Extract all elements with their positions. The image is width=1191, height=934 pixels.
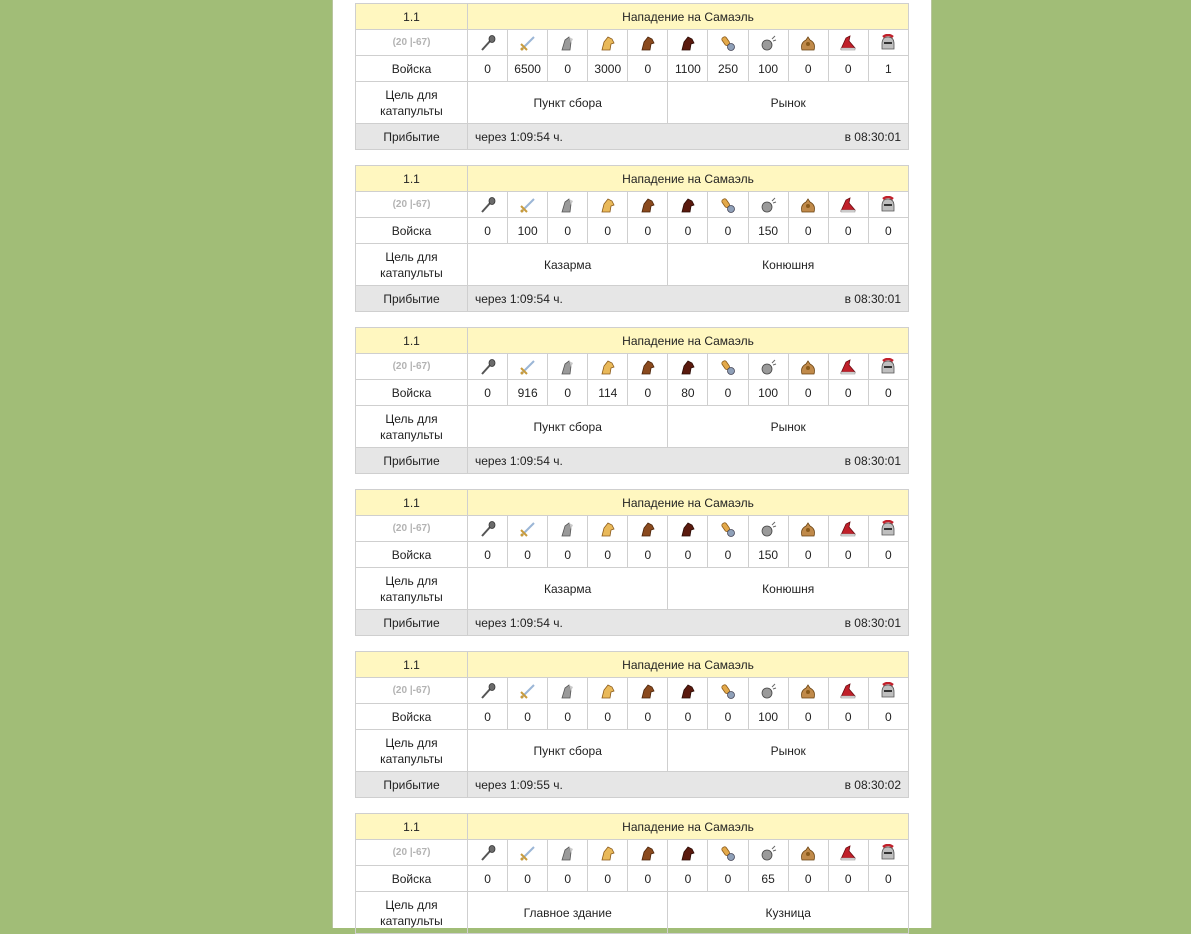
spear-icon bbox=[518, 521, 538, 535]
unit-icon-cell bbox=[868, 840, 908, 866]
attack-header-row bbox=[356, 166, 909, 192]
coordinates: (20 |-67) bbox=[356, 354, 468, 380]
troop-count: 0 bbox=[788, 704, 828, 730]
troop-count: 0 bbox=[548, 866, 588, 892]
settler-icon bbox=[838, 683, 858, 697]
spear-icon bbox=[518, 359, 538, 373]
attack-header-row bbox=[356, 652, 909, 678]
attack-table bbox=[355, 3, 909, 150]
troop-count: 0 bbox=[468, 380, 508, 406]
ram-icon bbox=[718, 683, 738, 697]
ram-icon bbox=[718, 845, 738, 859]
unit-icons-row bbox=[356, 192, 909, 218]
troop-count: 100 bbox=[748, 56, 788, 82]
catapult-icon bbox=[758, 683, 778, 697]
arrival-info bbox=[468, 610, 909, 636]
catapult-target-2: Конюшня bbox=[668, 568, 909, 610]
catapult-target-1: Казарма bbox=[468, 244, 668, 286]
unit-icon-cell bbox=[708, 354, 748, 380]
attack-table bbox=[355, 327, 909, 474]
attack-title-link[interactable]: Нападение на Самаэль bbox=[468, 490, 909, 516]
troop-count: 0 bbox=[868, 380, 908, 406]
unit-icon-cell bbox=[868, 678, 908, 704]
unit-icon-cell bbox=[468, 192, 508, 218]
village-link[interactable]: 1.1 bbox=[356, 328, 468, 354]
unit-icon-cell bbox=[668, 516, 708, 542]
attack-title-link[interactable]: Нападение на Самаэль bbox=[468, 328, 909, 354]
unit-icons-row bbox=[356, 354, 909, 380]
chief-icon bbox=[798, 683, 818, 697]
unit-icon-cell bbox=[868, 192, 908, 218]
troop-count: 0 bbox=[468, 542, 508, 568]
heavy-horse-icon bbox=[678, 521, 698, 535]
troop-count: 150 bbox=[748, 542, 788, 568]
troop-count: 0 bbox=[468, 218, 508, 244]
unit-icon-cell bbox=[668, 354, 708, 380]
unit-icon-cell bbox=[708, 516, 748, 542]
scout-horse-icon bbox=[598, 359, 618, 373]
troop-count: 100 bbox=[748, 704, 788, 730]
scout-horse-icon bbox=[598, 845, 618, 859]
unit-icon-cell bbox=[588, 30, 628, 56]
attack-table bbox=[355, 813, 909, 934]
unit-icon-cell bbox=[788, 354, 828, 380]
unit-icon-cell bbox=[468, 354, 508, 380]
catapult-target-1: Казарма bbox=[468, 568, 668, 610]
catapult-target-label: Цель для катапульты bbox=[356, 892, 468, 934]
troop-count: 0 bbox=[788, 380, 828, 406]
catapult-target-2: Рынок bbox=[668, 406, 909, 448]
troop-count: 0 bbox=[548, 704, 588, 730]
troop-count: 0 bbox=[468, 56, 508, 82]
unit-icon-cell bbox=[628, 192, 668, 218]
unit-icons-row bbox=[356, 840, 909, 866]
troop-count: 1100 bbox=[668, 56, 708, 82]
troop-count: 0 bbox=[668, 542, 708, 568]
unit-icon-cell bbox=[748, 516, 788, 542]
catapult-target-label: Цель для катапульты bbox=[356, 568, 468, 610]
troop-count: 0 bbox=[588, 218, 628, 244]
troop-count: 114 bbox=[588, 380, 628, 406]
troops-row bbox=[356, 704, 909, 730]
troop-count: 6500 bbox=[508, 56, 548, 82]
troop-count: 0 bbox=[788, 56, 828, 82]
ram-icon bbox=[718, 35, 738, 49]
club-icon bbox=[478, 521, 498, 535]
attack-title-link[interactable]: Нападение на Самаэль bbox=[468, 814, 909, 840]
settler-icon bbox=[838, 521, 858, 535]
troop-count: 250 bbox=[708, 56, 748, 82]
troop-count: 0 bbox=[548, 56, 588, 82]
hero-icon bbox=[878, 197, 898, 211]
troop-count: 0 bbox=[708, 380, 748, 406]
catapult-target-2: Рынок bbox=[668, 82, 909, 124]
attack-header-row bbox=[356, 328, 909, 354]
troop-count: 0 bbox=[708, 866, 748, 892]
arrival-row bbox=[356, 610, 909, 636]
heavy-horse-icon bbox=[678, 197, 698, 211]
unit-icon-cell bbox=[668, 840, 708, 866]
arrival-row bbox=[356, 448, 909, 474]
scout-horse-icon bbox=[598, 197, 618, 211]
troop-count: 0 bbox=[588, 866, 628, 892]
settler-icon bbox=[838, 35, 858, 49]
troop-count: 0 bbox=[628, 866, 668, 892]
hero-icon bbox=[878, 35, 898, 49]
unit-icon-cell bbox=[668, 192, 708, 218]
troop-count: 0 bbox=[828, 56, 868, 82]
unit-icon-cell bbox=[508, 192, 548, 218]
heavy-horse-icon bbox=[678, 845, 698, 859]
troop-count: 0 bbox=[708, 704, 748, 730]
catapult-icon bbox=[758, 845, 778, 859]
club-icon bbox=[478, 197, 498, 211]
spear-icon bbox=[518, 683, 538, 697]
troop-count: 0 bbox=[828, 542, 868, 568]
unit-icon-cell bbox=[868, 354, 908, 380]
arrival-info bbox=[468, 448, 909, 474]
arrival-countdown: через 1:09:54 ч. bbox=[475, 615, 563, 630]
troop-count: 0 bbox=[668, 704, 708, 730]
troop-count: 1 bbox=[868, 56, 908, 82]
hero-icon bbox=[878, 521, 898, 535]
arrival-countdown: через 1:09:54 ч. bbox=[475, 291, 563, 306]
scout-horse-icon bbox=[598, 35, 618, 49]
catapult-target-row bbox=[356, 730, 909, 772]
troop-count: 0 bbox=[628, 218, 668, 244]
unit-icon-cell bbox=[508, 354, 548, 380]
coordinates: (20 |-67) bbox=[356, 516, 468, 542]
catapult-icon bbox=[758, 359, 778, 373]
unit-icon-cell bbox=[468, 678, 508, 704]
unit-icon-cell bbox=[868, 30, 908, 56]
troop-count: 0 bbox=[628, 380, 668, 406]
unit-icon-cell bbox=[588, 354, 628, 380]
troops-label: Войска bbox=[356, 56, 468, 82]
unit-icon-cell bbox=[508, 516, 548, 542]
troop-count: 0 bbox=[788, 218, 828, 244]
troops-row bbox=[356, 380, 909, 406]
catapult-target-row bbox=[356, 892, 909, 934]
axe-icon bbox=[558, 359, 578, 373]
troop-count: 65 bbox=[748, 866, 788, 892]
attack-table bbox=[355, 651, 909, 798]
unit-icon-cell bbox=[588, 192, 628, 218]
troop-count: 0 bbox=[868, 218, 908, 244]
troop-count: 0 bbox=[828, 704, 868, 730]
catapult-target-row bbox=[356, 244, 909, 286]
troop-count: 100 bbox=[748, 380, 788, 406]
troop-count: 0 bbox=[868, 866, 908, 892]
knight-horse-icon bbox=[638, 845, 658, 859]
unit-icon-cell bbox=[708, 192, 748, 218]
ram-icon bbox=[718, 521, 738, 535]
village-link[interactable]: 1.1 bbox=[356, 490, 468, 516]
axe-icon bbox=[558, 845, 578, 859]
troop-count: 0 bbox=[828, 866, 868, 892]
catapult-target-2: Конюшня bbox=[668, 244, 909, 286]
unit-icon-cell bbox=[628, 30, 668, 56]
unit-icon-cell bbox=[748, 354, 788, 380]
arrival-row bbox=[356, 772, 909, 798]
axe-icon bbox=[558, 521, 578, 535]
chief-icon bbox=[798, 197, 818, 211]
troop-count: 0 bbox=[628, 704, 668, 730]
troop-count: 0 bbox=[708, 542, 748, 568]
arrival-label: Прибытие bbox=[356, 772, 468, 798]
unit-icon-cell bbox=[588, 678, 628, 704]
spear-icon bbox=[518, 35, 538, 49]
axe-icon bbox=[558, 35, 578, 49]
settler-icon bbox=[838, 197, 858, 211]
unit-icon-cell bbox=[668, 678, 708, 704]
club-icon bbox=[478, 359, 498, 373]
unit-icon-cell bbox=[788, 30, 828, 56]
club-icon bbox=[478, 35, 498, 49]
arrival-time: в 08:30:01 bbox=[844, 129, 901, 144]
unit-icon-cell bbox=[588, 516, 628, 542]
arrival-row bbox=[356, 286, 909, 312]
unit-icon-cell bbox=[828, 516, 868, 542]
knight-horse-icon bbox=[638, 197, 658, 211]
unit-icon-cell bbox=[748, 192, 788, 218]
unit-icon-cell bbox=[468, 30, 508, 56]
troop-count: 0 bbox=[548, 218, 588, 244]
catapult-target-label: Цель для катапульты bbox=[356, 730, 468, 772]
troops-label: Войска bbox=[356, 542, 468, 568]
arrival-time: в 08:30:01 bbox=[844, 453, 901, 468]
troop-count: 0 bbox=[668, 218, 708, 244]
heavy-horse-icon bbox=[678, 359, 698, 373]
chief-icon bbox=[798, 845, 818, 859]
unit-icon-cell bbox=[508, 678, 548, 704]
catapult-target-1: Пункт сбора bbox=[468, 406, 668, 448]
troops-row bbox=[356, 866, 909, 892]
hero-icon bbox=[878, 845, 898, 859]
catapult-target-label: Цель для катапульты bbox=[356, 406, 468, 448]
village-link[interactable]: 1.1 bbox=[356, 166, 468, 192]
unit-icon-cell bbox=[828, 30, 868, 56]
club-icon bbox=[478, 683, 498, 697]
unit-icons-row bbox=[356, 30, 909, 56]
troop-count: 0 bbox=[508, 542, 548, 568]
unit-icon-cell bbox=[468, 840, 508, 866]
troop-count: 0 bbox=[828, 218, 868, 244]
attack-title-link[interactable]: Нападение на Самаэль bbox=[468, 166, 909, 192]
arrival-label: Прибытие bbox=[356, 286, 468, 312]
unit-icon-cell bbox=[628, 840, 668, 866]
arrival-row bbox=[356, 124, 909, 150]
settler-icon bbox=[838, 845, 858, 859]
troops-row bbox=[356, 56, 909, 82]
troop-count: 150 bbox=[748, 218, 788, 244]
attack-table bbox=[355, 165, 909, 312]
ram-icon bbox=[718, 197, 738, 211]
unit-icon-cell bbox=[628, 516, 668, 542]
troops-label: Войска bbox=[356, 380, 468, 406]
unit-icon-cell bbox=[548, 192, 588, 218]
heavy-horse-icon bbox=[678, 35, 698, 49]
unit-icon-cell bbox=[548, 516, 588, 542]
axe-icon bbox=[558, 197, 578, 211]
content-page bbox=[332, 0, 932, 928]
unit-icon-cell bbox=[788, 840, 828, 866]
coordinates: (20 |-67) bbox=[356, 678, 468, 704]
unit-icon-cell bbox=[548, 678, 588, 704]
troop-count: 0 bbox=[508, 704, 548, 730]
troop-count: 0 bbox=[628, 542, 668, 568]
troop-count: 0 bbox=[628, 56, 668, 82]
troop-count: 0 bbox=[548, 542, 588, 568]
unit-icon-cell bbox=[628, 354, 668, 380]
coordinates: (20 |-67) bbox=[356, 192, 468, 218]
catapult-icon bbox=[758, 197, 778, 211]
catapult-target-2: Кузница bbox=[668, 892, 909, 934]
troop-count: 0 bbox=[708, 218, 748, 244]
unit-icon-cell bbox=[748, 678, 788, 704]
unit-icon-cell bbox=[828, 192, 868, 218]
troops-label: Войска bbox=[356, 866, 468, 892]
arrival-info bbox=[468, 772, 909, 798]
unit-icon-cell bbox=[708, 678, 748, 704]
arrival-countdown: через 1:09:55 ч. bbox=[475, 777, 563, 792]
unit-icon-cell bbox=[788, 678, 828, 704]
attack-header-row bbox=[356, 814, 909, 840]
troop-count: 0 bbox=[588, 704, 628, 730]
arrival-countdown: через 1:09:54 ч. bbox=[475, 129, 563, 144]
arrival-time: в 08:30:01 bbox=[844, 615, 901, 630]
scout-horse-icon bbox=[598, 521, 618, 535]
unit-icon-cell bbox=[828, 678, 868, 704]
unit-icon-cell bbox=[668, 30, 708, 56]
troops-label: Войска bbox=[356, 218, 468, 244]
troop-count: 3000 bbox=[588, 56, 628, 82]
unit-icons-row bbox=[356, 516, 909, 542]
unit-icon-cell bbox=[708, 30, 748, 56]
village-link[interactable]: 1.1 bbox=[356, 4, 468, 30]
knight-horse-icon bbox=[638, 359, 658, 373]
attack-header-row bbox=[356, 490, 909, 516]
unit-icon-cell bbox=[788, 192, 828, 218]
unit-icon-cell bbox=[828, 354, 868, 380]
troops-row bbox=[356, 218, 909, 244]
unit-icon-cell bbox=[828, 840, 868, 866]
troop-count: 0 bbox=[868, 704, 908, 730]
arrival-label: Прибытие bbox=[356, 448, 468, 474]
knight-horse-icon bbox=[638, 521, 658, 535]
unit-icon-cell bbox=[548, 840, 588, 866]
hero-icon bbox=[878, 683, 898, 697]
arrival-time: в 08:30:02 bbox=[844, 777, 901, 792]
catapult-target-row bbox=[356, 568, 909, 610]
catapult-target-row bbox=[356, 82, 909, 124]
unit-icon-cell bbox=[748, 30, 788, 56]
knight-horse-icon bbox=[638, 35, 658, 49]
unit-icons-row bbox=[356, 678, 909, 704]
arrival-time: в 08:30:01 bbox=[844, 291, 901, 306]
settler-icon bbox=[838, 359, 858, 373]
troop-count: 100 bbox=[508, 218, 548, 244]
hero-icon bbox=[878, 359, 898, 373]
catapult-target-row bbox=[356, 406, 909, 448]
scout-horse-icon bbox=[598, 683, 618, 697]
club-icon bbox=[478, 845, 498, 859]
unit-icon-cell bbox=[628, 678, 668, 704]
arrival-info bbox=[468, 286, 909, 312]
unit-icon-cell bbox=[708, 840, 748, 866]
catapult-target-1: Главное здание bbox=[468, 892, 668, 934]
attack-title-link[interactable]: Нападение на Самаэль bbox=[468, 652, 909, 678]
unit-icon-cell bbox=[868, 516, 908, 542]
troop-count: 0 bbox=[668, 866, 708, 892]
unit-icon-cell bbox=[508, 30, 548, 56]
unit-icon-cell bbox=[588, 840, 628, 866]
coordinates: (20 |-67) bbox=[356, 840, 468, 866]
chief-icon bbox=[798, 359, 818, 373]
arrival-label: Прибытие bbox=[356, 124, 468, 150]
knight-horse-icon bbox=[638, 683, 658, 697]
unit-icon-cell bbox=[748, 840, 788, 866]
arrival-info bbox=[468, 124, 909, 150]
attack-header-row bbox=[356, 4, 909, 30]
troop-count: 0 bbox=[588, 542, 628, 568]
troop-count: 80 bbox=[668, 380, 708, 406]
unit-icon-cell bbox=[548, 30, 588, 56]
unit-icon-cell bbox=[548, 354, 588, 380]
attack-table bbox=[355, 489, 909, 636]
troop-count: 0 bbox=[788, 866, 828, 892]
catapult-target-1: Пункт сбора bbox=[468, 82, 668, 124]
catapult-target-2: Рынок bbox=[668, 730, 909, 772]
ram-icon bbox=[718, 359, 738, 373]
troops-label: Войска bbox=[356, 704, 468, 730]
troop-count: 0 bbox=[468, 866, 508, 892]
unit-icon-cell bbox=[468, 516, 508, 542]
chief-icon bbox=[798, 521, 818, 535]
coordinates: (20 |-67) bbox=[356, 30, 468, 56]
troop-count: 916 bbox=[508, 380, 548, 406]
catapult-target-label: Цель для катапульты bbox=[356, 82, 468, 124]
troop-count: 0 bbox=[828, 380, 868, 406]
heavy-horse-icon bbox=[678, 683, 698, 697]
troop-count: 0 bbox=[868, 542, 908, 568]
troop-count: 0 bbox=[468, 704, 508, 730]
arrival-countdown: через 1:09:54 ч. bbox=[475, 453, 563, 468]
axe-icon bbox=[558, 683, 578, 697]
attack-title-link[interactable]: Нападение на Самаэль bbox=[468, 4, 909, 30]
village-link[interactable]: 1.1 bbox=[356, 814, 468, 840]
troops-row bbox=[356, 542, 909, 568]
chief-icon bbox=[798, 35, 818, 49]
village-link[interactable]: 1.1 bbox=[356, 652, 468, 678]
catapult-target-label: Цель для катапульты bbox=[356, 244, 468, 286]
troop-count: 0 bbox=[508, 866, 548, 892]
catapult-icon bbox=[758, 35, 778, 49]
catapult-target-1: Пункт сбора bbox=[468, 730, 668, 772]
troop-count: 0 bbox=[548, 380, 588, 406]
spear-icon bbox=[518, 197, 538, 211]
unit-icon-cell bbox=[508, 840, 548, 866]
unit-icon-cell bbox=[788, 516, 828, 542]
troop-count: 0 bbox=[788, 542, 828, 568]
catapult-icon bbox=[758, 521, 778, 535]
spear-icon bbox=[518, 845, 538, 859]
arrival-label: Прибытие bbox=[356, 610, 468, 636]
